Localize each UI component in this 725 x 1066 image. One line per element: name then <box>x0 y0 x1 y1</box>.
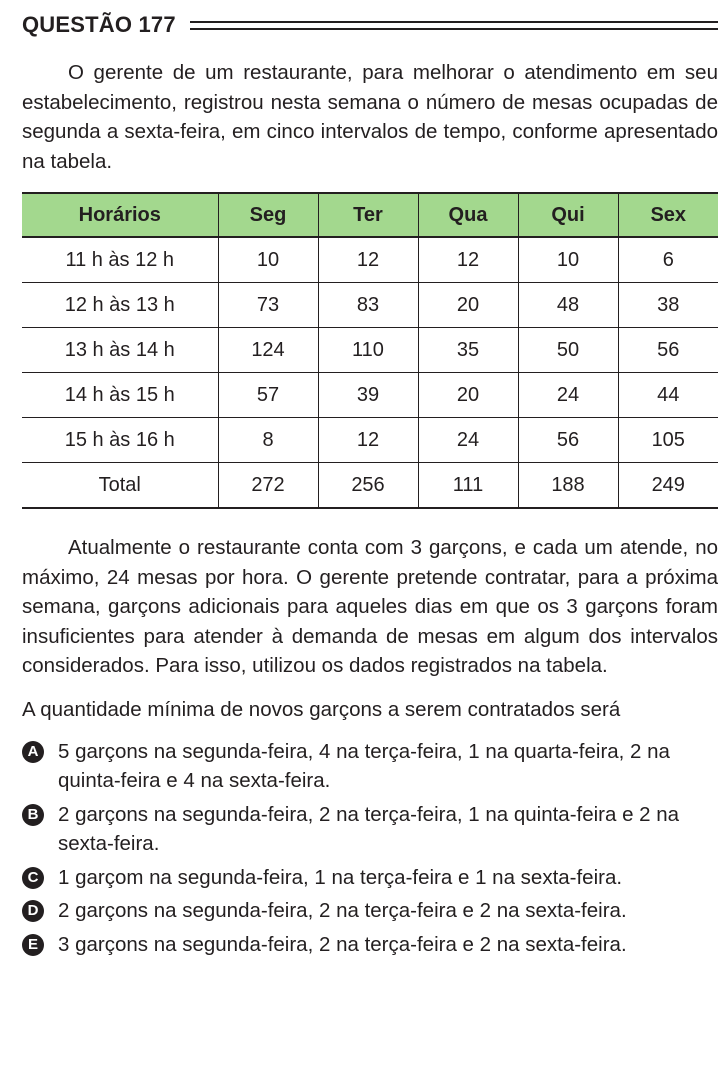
table-cell: 14 h às 15 h <box>22 373 218 418</box>
context-paragraph: Atualmente o restaurante conta com 3 garçons, e cada um atende, no máximo, 24 mesas por hora. O gerente pretende contratar, para a próxima semana, garçons adicionais para aqueles dias em que os 3 garçons foram insuficientes para atender à demanda de mesas em algum dos intervalos considerados. Para isso, utilizou os dados registrados na tabela. <box>22 536 718 677</box>
table-header-row <box>22 193 718 237</box>
option-text: 1 garçom na segunda-feira, 1 na terça-feira e 1 na sexta-feira. <box>58 865 623 889</box>
table-cell: 11 h às 12 h <box>22 237 218 283</box>
table-cell: 15 h às 16 h <box>22 418 218 463</box>
table-cell: 6 <box>618 237 718 283</box>
table-cell: 10 <box>518 237 618 283</box>
header-double-rule <box>190 21 718 30</box>
table-cell: 73 <box>218 283 318 328</box>
table-cell: 13 h às 14 h <box>22 328 218 373</box>
option-a[interactable] <box>22 737 718 796</box>
table-cell: 56 <box>518 418 618 463</box>
table-cell: 48 <box>518 283 618 328</box>
table-cell: 12 h às 13 h <box>22 283 218 328</box>
table-cell: 10 <box>218 237 318 283</box>
table-row <box>22 373 718 418</box>
tables-occupied-table <box>22 192 718 509</box>
table-row <box>22 283 718 328</box>
table-total-row <box>22 463 718 509</box>
question-prompt: A quantidade mínima de novos garçons a serem contratados será <box>22 697 621 721</box>
table-cell: 39 <box>318 373 418 418</box>
option-letter-badge: E <box>22 934 44 956</box>
table-row <box>22 237 718 283</box>
option-c[interactable] <box>22 863 718 893</box>
table-cell: 50 <box>518 328 618 373</box>
table-row <box>22 418 718 463</box>
table-cell: 20 <box>418 283 518 328</box>
table-header-cell: Seg <box>218 193 318 237</box>
table-row <box>22 328 718 373</box>
table-cell: 188 <box>518 463 618 509</box>
option-b[interactable] <box>22 800 718 859</box>
option-letter-badge: D <box>22 900 44 922</box>
table-cell: 105 <box>618 418 718 463</box>
option-text: 2 garçons na segunda-feira, 2 na terça-feira, 1 na quinta-feira e 2 na sexta-feira. <box>58 802 680 855</box>
option-text: 2 garçons na segunda-feira, 2 na terça-feira e 2 na sexta-feira. <box>58 899 627 922</box>
option-letter-badge: A <box>22 741 44 763</box>
table-cell: 20 <box>418 373 518 418</box>
table-cell: 111 <box>418 463 518 509</box>
table-cell: 57 <box>218 373 318 418</box>
option-e[interactable] <box>22 930 718 960</box>
table-cell: 124 <box>218 328 318 373</box>
table-cell: 249 <box>618 463 718 509</box>
option-d[interactable] <box>22 896 718 926</box>
table-cell: 12 <box>318 237 418 283</box>
option-letter-badge: B <box>22 804 44 826</box>
question-header <box>22 8 718 42</box>
answer-options <box>22 737 718 960</box>
table-cell: 56 <box>618 328 718 373</box>
table-header-cell: Ter <box>318 193 418 237</box>
question-page <box>22 8 718 963</box>
question-title: QUESTÃO 177 <box>22 12 176 37</box>
table-cell: 83 <box>318 283 418 328</box>
table-cell: 24 <box>418 418 518 463</box>
option-letter-badge: C <box>22 867 44 889</box>
table-header-cell: Horários <box>22 193 218 237</box>
table-cell: 44 <box>618 373 718 418</box>
intro-paragraph: O gerente de um restaurante, para melhorar o atendimento em seu estabelecimento, registrou nesta semana o número de mesas ocupadas de segunda a sexta-feira, em cinco intervalos de tempo, conforme apresentado na tabela. <box>22 61 718 173</box>
option-text: 5 garçons na segunda-feira, 4 na terça-feira, 1 na quarta-feira, 2 na quinta-feira e 4 na sexta-feira. <box>58 739 670 792</box>
table-cell: 38 <box>618 283 718 328</box>
table-cell: 272 <box>218 463 318 509</box>
table-cell: 8 <box>218 418 318 463</box>
table-header-cell: Sex <box>618 193 718 237</box>
table-header-cell: Qui <box>518 193 618 237</box>
table-cell: Total <box>22 463 218 509</box>
option-text: 3 garçons na segunda-feira, 2 na terça-feira e 2 na sexta-feira. <box>58 932 627 956</box>
table-cell: 256 <box>318 463 418 509</box>
table-header-cell: Qua <box>418 193 518 237</box>
table-cell: 110 <box>318 328 418 373</box>
table-cell: 35 <box>418 328 518 373</box>
table-cell: 12 <box>318 418 418 463</box>
table-cell: 24 <box>518 373 618 418</box>
table-cell: 12 <box>418 237 518 283</box>
